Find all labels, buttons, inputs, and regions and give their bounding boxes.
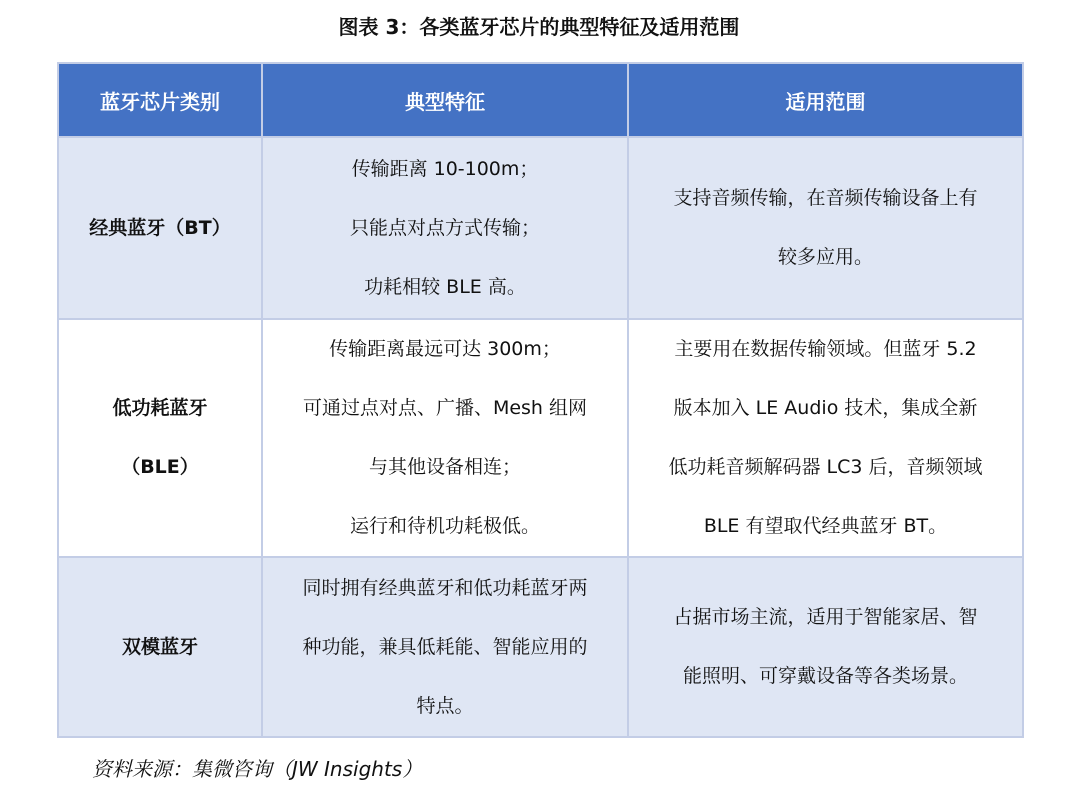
features-line: 运行和待机功耗极低。	[349, 515, 540, 537]
category-cell	[58, 319, 262, 557]
category-text: 经典蓝牙（BT）	[89, 216, 231, 239]
header-category: 蓝牙芯片类别	[58, 63, 262, 137]
category-text: （BLE）	[121, 456, 199, 478]
features-cell	[262, 319, 628, 557]
category-text: 双模蓝牙	[121, 635, 198, 658]
features-line: 传输距离最远可达 300m；	[329, 338, 561, 360]
table-row	[58, 137, 1023, 319]
scope-line: 低功耗音频解码器 LC3 后，音频领域	[668, 456, 983, 478]
category-cell	[58, 557, 262, 737]
features-line: 功耗相较 BLE 高。	[364, 275, 526, 298]
features-cell	[262, 137, 628, 319]
scope-cell	[628, 319, 1023, 557]
features-cell	[262, 557, 628, 737]
bluetooth-chip-table	[57, 62, 1024, 738]
scope-line: 支持音频传输，在音频传输设备上有	[673, 187, 978, 209]
figure-title: 图表 3：各类蓝牙芯片的典型特征及适用范围	[338, 15, 740, 39]
scope-line: 主要用在数据传输领域。但蓝牙 5.2	[674, 338, 977, 360]
features-line: 只能点对点方式传输；	[349, 216, 540, 239]
scope-line: 能照明、可穿戴设备等各类场景。	[682, 665, 968, 687]
table-row	[58, 557, 1023, 737]
scope-cell	[628, 557, 1023, 737]
table-header-row	[58, 63, 1023, 137]
table-row	[58, 319, 1023, 557]
features-line: 与其他设备相连；	[368, 456, 521, 478]
scope-cell	[628, 137, 1023, 319]
header-scope: 适用范围	[628, 63, 1023, 137]
features-line: 同时拥有经典蓝牙和低功耗蓝牙两	[302, 576, 588, 599]
scope-line: 版本加入 LE Audio 技术，集成全新	[673, 397, 978, 419]
source-note: 资料来源：集微咨询（JW Insights）	[92, 757, 423, 781]
features-line: 特点。	[416, 694, 474, 717]
features-line: 传输距离 10-100m；	[351, 157, 539, 180]
category-text: 低功耗蓝牙	[112, 397, 208, 419]
scope-line: BLE 有望取代经典蓝牙 BT。	[703, 515, 948, 537]
scope-line: 占据市场主流，适用于智能家居、智	[673, 606, 978, 628]
scope-line: 较多应用。	[777, 246, 873, 268]
category-cell	[58, 137, 262, 319]
features-line: 可通过点对点、广播、Mesh 组网	[302, 397, 588, 419]
header-features: 典型特征	[262, 63, 628, 137]
features-line: 种功能，兼具低耗能、智能应用的	[302, 635, 588, 658]
